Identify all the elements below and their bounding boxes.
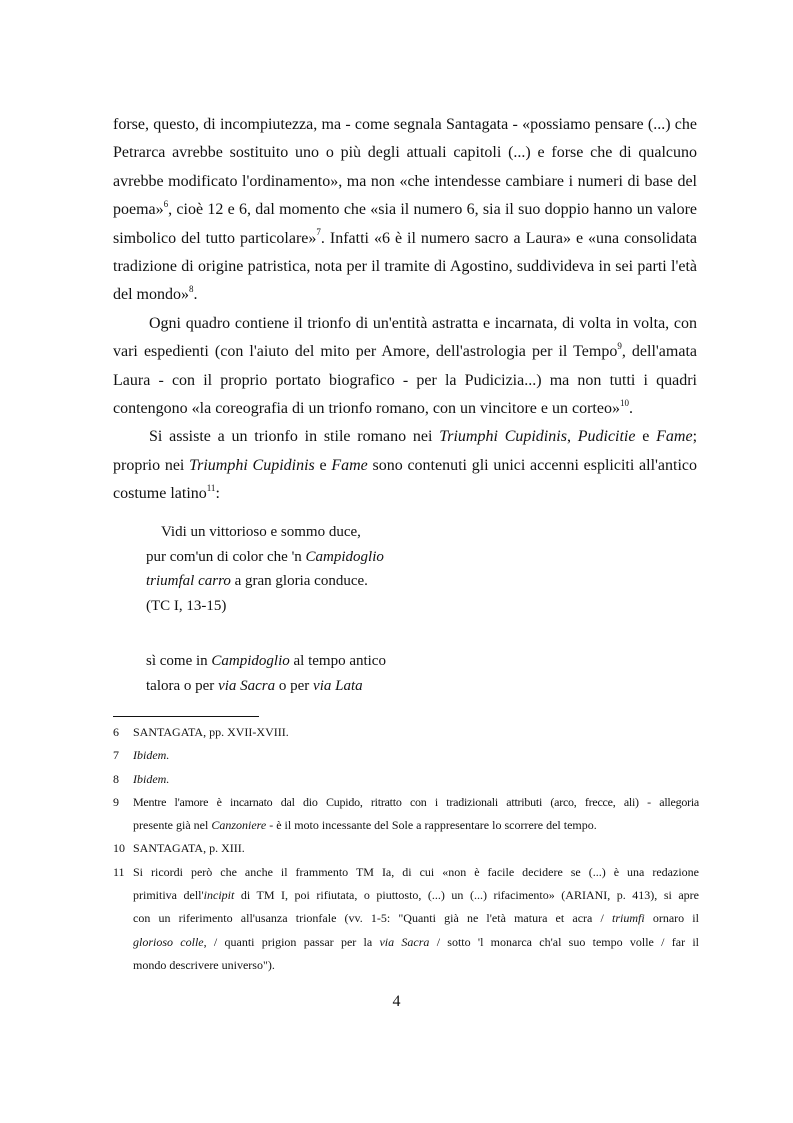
body-line: Laura - con il proprio portato biografico - per la Pudicizia...) ma non tutti i quadri xyxy=(113,371,697,389)
body-line: contengono «la coreografia di un trionfo romano, con un vincitore e un corteo»$^{10}$. xyxy=(113,397,633,417)
footnote xyxy=(113,721,699,744)
footnote xyxy=(113,791,699,838)
body-line: poema»$^6$, cioè 12 e 6, dal momento che «sia il numero 6, sia il suo doppio hanno un valore xyxy=(113,198,697,219)
footnote xyxy=(113,768,699,791)
footnote-text: primitiva dell'incipit di TM I, poi rifiutata, o piuttosto, (...) un (...) rifacimento» (ARIANI, p. 413), si apre xyxy=(133,888,699,903)
verse-line: pur com'un di color che 'n Campidoglio xyxy=(146,548,384,565)
footnote-separator xyxy=(113,716,259,717)
footnote-ref[interactable]: 6 xyxy=(163,198,169,209)
footnote-number: 7 xyxy=(113,748,119,763)
verse-line: talora o per via Sacra o per via Lata xyxy=(146,677,363,694)
body-line: del mondo»$^8$. xyxy=(113,284,198,304)
verse-quote xyxy=(146,649,386,698)
page-number: 4 xyxy=(392,993,401,1010)
footnote-ref[interactable]: 7 xyxy=(316,227,321,238)
footnote-number: 6 xyxy=(113,725,119,739)
body-line: Ogni quadro contiene il trionfo di un'entità astratta e incarnata, di volta in volta, con xyxy=(149,314,697,332)
body-line: forse, questo, di incompiutezza, ma - come segnala Santagata - «possiamo pensare (...) che xyxy=(113,116,697,133)
body-text xyxy=(113,111,697,508)
body-line: Petrarca avrebbe sostituito uno o più degli attuali capitoli (...) e forse che di qualcuno xyxy=(113,144,697,162)
body-line: simbolico del tutto particolare»$^7$. Infatti «6 è il numero sacro a Laura» e «una consolidata xyxy=(113,227,697,247)
footnote xyxy=(113,837,699,860)
body-line: tradizione di origine patristica, nota per il tramite di Agostino, suddivideva in sei parti l'età xyxy=(113,257,697,275)
footnote-ref[interactable]: 10 xyxy=(619,397,629,408)
footnote-number: 11 xyxy=(113,864,125,879)
footnote-ref[interactable]: 11 xyxy=(206,482,216,493)
footnote-text: Si ricordi però che anche il frammento TM Ia, di cui «non è facile decidere se (...) è una redazione xyxy=(133,864,699,879)
footnote-ref[interactable]: 9 xyxy=(617,340,622,351)
footnote-ref[interactable]: 8 xyxy=(189,284,194,295)
verse-quote xyxy=(146,520,384,618)
footnote-text: con un riferimento all'usanza trionfale (vv. 1-5: "Quanti già ne l'età matura et acra / triumfi ornaro il xyxy=(133,911,699,926)
footnote xyxy=(113,861,699,977)
footnote-text: glorioso colle, / quanti prigion passar per la via Sacra / sotto 'l monarca ch'al suo tempo volle / far il xyxy=(133,934,700,949)
footnote-number: 10 xyxy=(113,841,125,856)
body-line: avrebbe modificato l'ordinamento», ma non «che intendesse cambiare i numeri di base del xyxy=(113,172,697,190)
verse-line: triumfal carro a gran gloria conduce. xyxy=(146,573,368,589)
footnote-number: 9 xyxy=(113,794,119,809)
verse-citation: (TC I, 13-15) xyxy=(146,597,227,614)
footnote-text: mondo descrivere universo"). xyxy=(133,957,275,972)
footnote-text: Mentre l'amore è incarnato dal dio Cupido, ritratto con i tradizionali attributi (arco, frecce, ali) - allegoria xyxy=(133,794,699,809)
footnote-text: presente già nel Canzoniere - è il moto incessante del Sole a rappresentare lo scorrere del tempo. xyxy=(133,818,597,833)
footnote-text: Ibidem. xyxy=(133,748,170,763)
verse-line: sì come in Campidoglio al tempo antico xyxy=(146,653,386,669)
footnote-text: SANTAGATA, p. XIII. xyxy=(133,841,245,856)
footnote-text: Ibidem. xyxy=(133,771,170,786)
footnote xyxy=(113,744,699,767)
footnotes xyxy=(113,721,699,977)
verse-line: Vidi un vittorioso e sommo duce, xyxy=(161,524,361,540)
footnote-text: SANTAGATA, pp. XVII-XVIII. xyxy=(133,725,289,739)
body-line: vari espedienti (con l'aiuto del mito per Amore, dell'astrologia per il Tempo$^9$, dell'amata xyxy=(113,340,697,361)
footnote-number: 8 xyxy=(113,771,119,786)
body-line: costume latino$^{11}$: xyxy=(113,482,220,503)
body-line: Si assiste a un trionfo in stile romano nei Triumphi Cupidinis, Pudicitie e Fame; xyxy=(149,428,698,446)
body-line: proprio nei Triumphi Cupidinis e Fame sono contenuti gli unici accenni espliciti all'antico xyxy=(113,456,697,474)
